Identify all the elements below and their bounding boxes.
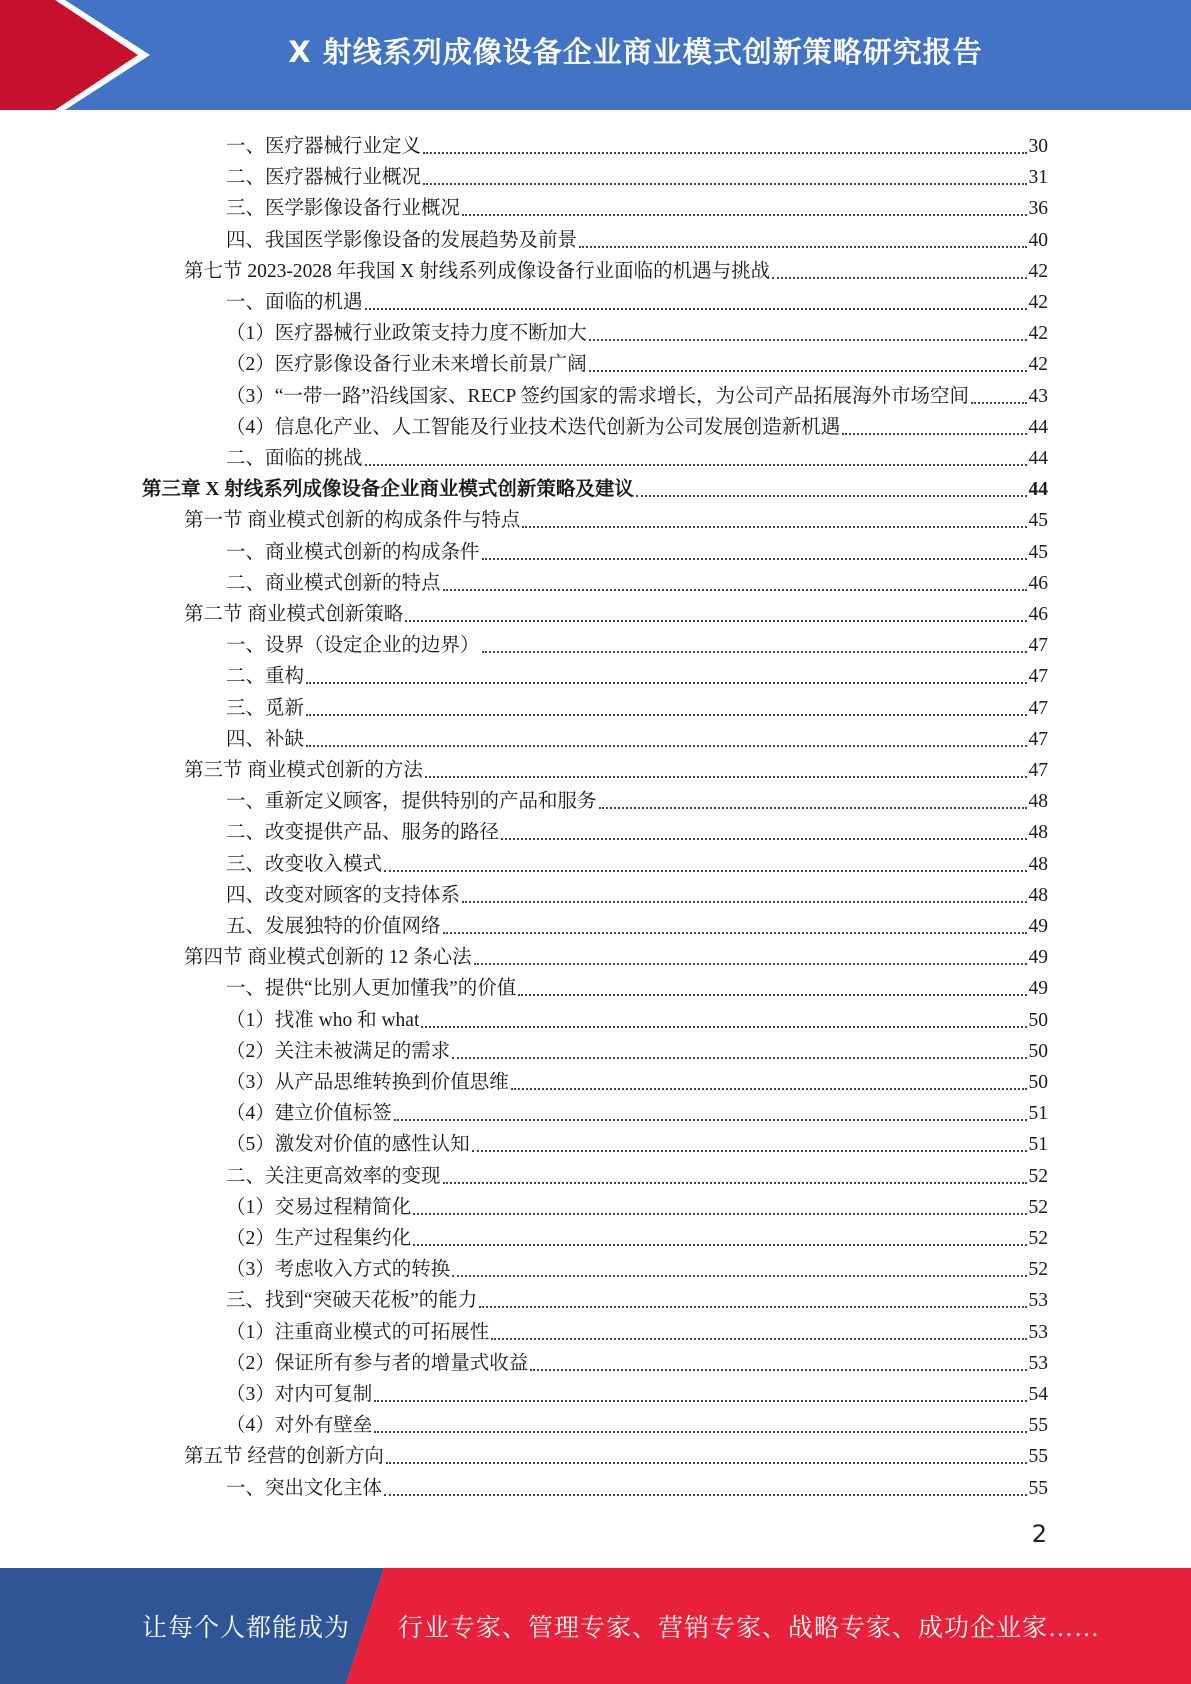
toc-entry-label: 三、医学影像设备行业概况 — [226, 198, 461, 220]
toc-leader-dots — [589, 370, 1027, 372]
toc-entry-page: 53 — [1028, 1290, 1048, 1312]
toc-entry-label: （4）对外有壁垒 — [226, 1415, 373, 1437]
toc-entry[interactable] — [226, 721, 1048, 752]
toc-entry-label: 第五节 经营的创新方向 — [184, 1446, 384, 1468]
toc-entry-page: 42 — [1028, 260, 1048, 282]
toc-entry[interactable] — [226, 1189, 1048, 1220]
toc-entry-label: 二、医疗器械行业概况 — [226, 167, 422, 189]
toc-entry-page: 55 — [1028, 1415, 1048, 1437]
toc-leader-dots — [384, 1494, 1026, 1496]
toc-entry-page: 49 — [1028, 947, 1048, 969]
toc-entry-label: 第七节 2023-2028 年我国 X 射线系列成像设备行业面临的机遇与挑战 — [184, 260, 771, 282]
toc-entry-label: 一、面临的机遇 — [226, 292, 363, 313]
toc-entry-label: 第三章 X 射线系列成像设备企业商业模式创新策略及建议 — [142, 479, 634, 501]
toc-leader-dots — [306, 714, 1026, 716]
toc-leader-dots — [374, 1431, 1026, 1433]
toc-leader-dots — [384, 870, 1026, 872]
toc-leader-dots — [443, 589, 1027, 591]
toc-entry-label: （3）考虑收入方式的转换 — [226, 1259, 451, 1281]
toc-entry-page: 40 — [1028, 229, 1048, 251]
toc-entry[interactable] — [226, 658, 1048, 689]
toc-entry[interactable] — [226, 1376, 1048, 1407]
toc-entry[interactable] — [226, 346, 1048, 377]
toc-entry[interactable] — [226, 1126, 1048, 1157]
toc-entry[interactable] — [184, 752, 1048, 783]
toc-entry-page: 42 — [1028, 354, 1048, 376]
page-header — [0, 0, 1191, 110]
toc-leader-dots — [452, 1275, 1026, 1277]
red-arrow-icon — [0, 0, 160, 110]
toc-entry[interactable] — [226, 1282, 1048, 1313]
toc-leader-dots — [472, 1150, 1027, 1152]
toc-entry[interactable] — [226, 627, 1048, 658]
toc-entry-page: 49 — [1028, 916, 1048, 937]
toc-leader-dots — [518, 994, 1026, 996]
toc-entry[interactable] — [184, 939, 1048, 970]
toc-entry-label: 二、商业模式创新的特点 — [226, 572, 441, 594]
toc-leader-dots — [589, 339, 1027, 341]
toc-entry-label: （3）“一带一路”沿线国家、RECP 签约国家的需求增长，为公司产品拓展海外市场空间 — [226, 385, 969, 407]
toc-entry-label: 三、改变收入模式 — [226, 853, 383, 875]
toc-entry-page: 52 — [1028, 1196, 1048, 1218]
toc-entry[interactable] — [184, 1438, 1048, 1469]
toc-entry[interactable] — [226, 1407, 1048, 1438]
toc-leader-dots — [511, 1088, 1027, 1090]
toc-entry-page: 44 — [1028, 416, 1048, 438]
toc-entry[interactable] — [226, 440, 1048, 471]
toc-entry-page: 48 — [1028, 853, 1048, 875]
toc-leader-dots — [413, 1213, 1026, 1215]
toc-entry-label: 第二节 商业模式创新策略 — [184, 604, 404, 625]
toc-entry-label: 三、觅新 — [226, 697, 305, 719]
toc-entry[interactable] — [226, 1095, 1048, 1126]
toc-entry[interactable] — [184, 596, 1048, 627]
toc-leader-dots — [452, 1057, 1026, 1059]
toc-leader-dots — [423, 183, 1026, 185]
toc-entry-page: 47 — [1028, 635, 1048, 657]
toc-entry-label: 一、商业模式创新的构成条件 — [226, 541, 480, 563]
toc-entry[interactable] — [226, 1158, 1048, 1189]
toc-entry[interactable] — [226, 315, 1048, 346]
toc-entry-page: 51 — [1028, 1103, 1048, 1125]
toc-entry[interactable] — [226, 190, 1048, 221]
toc-leader-dots — [462, 214, 1026, 216]
toc-entry[interactable] — [226, 1470, 1048, 1501]
toc-leader-dots — [971, 402, 1027, 404]
toc-entry-page: 50 — [1028, 1072, 1048, 1093]
toc-entry-page: 53 — [1028, 1352, 1048, 1374]
toc-leader-dots — [530, 1369, 1026, 1371]
toc-entry-page: 42 — [1028, 292, 1048, 313]
toc-entry[interactable] — [226, 1064, 1048, 1095]
toc-leader-dots — [482, 651, 1027, 653]
toc-entry-label: （3）从产品思维转换到价值思维 — [226, 1072, 509, 1093]
page-footer — [0, 1568, 1191, 1684]
toc-entry-page: 50 — [1028, 1040, 1048, 1062]
toc-leader-dots — [462, 901, 1026, 903]
toc-leader-dots — [501, 838, 1026, 840]
toc-leader-dots — [443, 932, 1027, 934]
toc-leader-dots — [443, 1182, 1027, 1184]
toc-entry[interactable] — [142, 471, 1048, 502]
toc-entry-page: 45 — [1028, 541, 1048, 563]
toc-entry-label: 第一节 商业模式创新的构成条件与特点 — [184, 510, 521, 532]
toc-leader-dots — [365, 308, 1027, 310]
toc-entry[interactable] — [226, 690, 1048, 721]
toc-entry-page: 51 — [1028, 1134, 1048, 1156]
toc-entry-label: 四、改变对顾客的支持体系 — [226, 884, 461, 906]
toc-leader-dots — [394, 1119, 1027, 1121]
toc-entry-label: （2）医疗影像设备行业未来增长前景广阔 — [226, 354, 587, 376]
toc-entry-label: 第四节 商业模式创新的 12 条心法 — [184, 947, 472, 969]
toc-leader-dots — [405, 620, 1026, 622]
toc-entry-page: 47 — [1028, 697, 1048, 719]
toc-entry-page: 55 — [1028, 1477, 1048, 1499]
toc-entry[interactable] — [226, 128, 1048, 159]
toc-entry-label: 二、关注更高效率的变现 — [226, 1165, 441, 1187]
toc-entry-label: （1）注重商业模式的可拓展性 — [226, 1321, 490, 1343]
toc-entry-label: （2）生产过程集约化 — [226, 1228, 412, 1249]
footer-slogan-right: 行业专家、管理专家、营销专家、战略专家、成功企业家…… — [398, 1615, 1101, 1642]
toc-entry-page: 47 — [1028, 760, 1048, 781]
toc-entry-label: 二、改变提供产品、服务的路径 — [226, 822, 500, 844]
toc-entry[interactable] — [226, 1251, 1048, 1282]
page-number: 2 — [1031, 1520, 1047, 1548]
report-title: X 射线系列成像设备企业商业模式创新策略研究报告 — [288, 34, 983, 69]
toc-entry[interactable] — [226, 1220, 1048, 1251]
toc-leader-dots — [479, 1306, 1026, 1308]
toc-leader-dots — [474, 963, 1027, 965]
toc-entry-label: （1）交易过程精简化 — [226, 1196, 412, 1218]
toc-entry-page: 48 — [1028, 791, 1048, 813]
toc-leader-dots — [306, 682, 1026, 684]
toc-entry-page: 46 — [1028, 572, 1048, 594]
toc-entry[interactable] — [226, 378, 1048, 409]
footer-slogan-left: 让每个人都能成为 — [142, 1615, 351, 1642]
toc-leader-dots — [579, 246, 1026, 248]
toc-leader-dots — [413, 1244, 1026, 1246]
toc-leader-dots — [772, 277, 1026, 279]
toc-entry-page: 36 — [1028, 198, 1048, 220]
toc-entry-label: 第三节 商业模式创新的方法 — [184, 760, 423, 781]
toc-entry[interactable] — [226, 534, 1048, 565]
toc-entry-page: 55 — [1028, 1446, 1048, 1468]
toc-leader-dots — [306, 745, 1026, 747]
toc-leader-dots — [491, 1338, 1026, 1340]
toc-entry-label: （4）建立价值标签 — [226, 1103, 392, 1125]
toc-entry[interactable] — [226, 1033, 1048, 1064]
toc-entry-page: 46 — [1028, 604, 1048, 625]
toc-leader-dots — [636, 495, 1027, 497]
toc-entry-page: 49 — [1028, 978, 1048, 1000]
toc-entry-page: 47 — [1028, 666, 1048, 688]
toc-entry[interactable] — [226, 783, 1048, 814]
toc-entry[interactable] — [226, 409, 1048, 440]
toc-leader-dots — [842, 433, 1026, 435]
toc-entry-page: 30 — [1028, 136, 1048, 157]
toc-entry-label: （5）激发对价值的感性认知 — [226, 1134, 470, 1156]
toc-entry[interactable] — [226, 846, 1048, 877]
toc-entry-page: 44 — [1028, 448, 1048, 469]
toc-entry-label: （2）关注未被满足的需求 — [226, 1040, 451, 1062]
toc-leader-dots — [365, 464, 1027, 466]
toc-entry-page: 52 — [1028, 1259, 1048, 1281]
toc-entry[interactable] — [226, 877, 1048, 908]
toc-entry-label: 五、发展独特的价值网络 — [226, 916, 441, 937]
toc-entry-label: （4）信息化产业、人工智能及行业技术迭代创新为公司发展创造新机遇 — [226, 416, 841, 438]
toc-entry-page: 45 — [1028, 510, 1048, 532]
toc-entry-label: （2）保证所有参与者的增量式收益 — [226, 1352, 529, 1374]
toc-entry-page: 43 — [1028, 385, 1048, 407]
toc-leader-dots — [421, 1026, 1026, 1028]
toc-entry-label: （1）找准 who 和 what — [226, 1009, 420, 1031]
toc-entry[interactable] — [226, 1002, 1048, 1033]
toc-entry-page: 42 — [1028, 323, 1048, 345]
toc-entry-label: （1）医疗器械行业政策支持力度不断加大 — [226, 323, 587, 345]
toc-leader-dots — [386, 1462, 1027, 1464]
toc-entry-page: 48 — [1028, 822, 1048, 844]
toc-entry[interactable] — [226, 1345, 1048, 1376]
toc-entry-label: 二、重构 — [226, 666, 305, 688]
toc-leader-dots — [374, 1400, 1026, 1402]
toc-entry[interactable] — [184, 502, 1048, 533]
toc-entry-page: 52 — [1028, 1228, 1048, 1249]
toc-leader-dots — [425, 776, 1027, 778]
toc-entry-label: 一、重新定义顾客，提供特别的产品和服务 — [226, 791, 597, 813]
toc-entry[interactable] — [226, 814, 1048, 845]
toc-entry-label: 一、医疗器械行业定义 — [226, 136, 422, 157]
toc-entry-page: 53 — [1028, 1321, 1048, 1343]
toc-leader-dots — [423, 152, 1026, 154]
toc-entry-page: 54 — [1028, 1384, 1048, 1405]
toc-entry[interactable] — [226, 565, 1048, 596]
toc-entry-page: 47 — [1028, 728, 1048, 750]
toc-entry-label: （3）对内可复制 — [226, 1384, 373, 1405]
toc-leader-dots — [482, 558, 1027, 560]
toc-entry-label: 四、补缺 — [226, 728, 305, 750]
toc-entry-page: 44 — [1028, 479, 1048, 501]
toc-entry[interactable] — [226, 284, 1048, 315]
toc-entry[interactable] — [184, 253, 1048, 284]
toc-entry-label: 一、提供“比别人更加懂我”的价值 — [226, 978, 517, 1000]
toc-entry[interactable] — [226, 908, 1048, 939]
toc-entry[interactable] — [226, 1314, 1048, 1345]
toc-entry-label: 四、我国医学影像设备的发展趋势及前景 — [226, 229, 578, 251]
toc-entry-label: 二、面临的挑战 — [226, 448, 363, 469]
toc-leader-dots — [522, 526, 1026, 528]
toc-entry[interactable] — [226, 159, 1048, 190]
toc-entry-page: 52 — [1028, 1165, 1048, 1187]
toc-leader-dots — [599, 807, 1027, 809]
toc-entry-label: 一、突出文化主体 — [226, 1477, 383, 1499]
toc-entry[interactable] — [226, 970, 1048, 1001]
toc-entry-page: 50 — [1028, 1009, 1048, 1031]
toc-entry-page: 31 — [1028, 167, 1048, 189]
toc-entry-label: 三、找到“突破天花板”的能力 — [226, 1290, 478, 1312]
toc-entry-page: 48 — [1028, 884, 1048, 906]
toc-entry[interactable] — [226, 222, 1048, 253]
toc-entry-label: 一、设界（设定企业的边界） — [226, 635, 480, 657]
